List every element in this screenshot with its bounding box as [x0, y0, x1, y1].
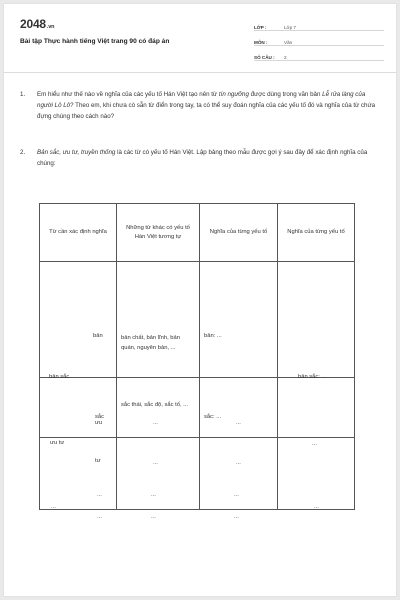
word: ...	[51, 503, 56, 510]
meta-value: 2	[284, 55, 287, 60]
word-meaning-cell	[278, 438, 355, 510]
table-header: Nghĩa của từng yếu tố	[278, 204, 355, 262]
word: ưu tư	[50, 439, 65, 446]
document-title: Bài tập Thực hành tiếng Việt trang 90 có đáp án	[20, 38, 170, 45]
word-meaning-cell	[278, 262, 355, 378]
question-number: 2.	[20, 149, 26, 156]
element-meaning: ...	[234, 513, 239, 520]
question-text-part: là các từ có yếu tố Hán Việt. Lập bảng theo mẫu được gợi ý sau đây để xác định nghĩa của chúng:	[37, 149, 368, 167]
element: bản	[93, 332, 103, 339]
table-row	[40, 262, 355, 378]
similar-words: sắc thái, sắc độ, sắc tố, ...	[121, 401, 189, 408]
meta-label: MÔN :	[254, 40, 268, 45]
table-header: Những từ khác có yếu tố Hán Việt tương tự	[117, 204, 200, 262]
element-meaning: ...	[236, 419, 241, 426]
element-meaning: ...	[234, 491, 239, 498]
table-header: Nghĩa của từng yếu tố	[200, 204, 278, 262]
element-meaning: bản: ...	[204, 332, 222, 339]
header-divider	[4, 72, 396, 73]
question-text-part: Em hiểu như thế nào về nghĩa của các yếu tố Hán Việt tạo nên từ	[37, 91, 219, 98]
italic-title: Lễ rửa làng của người Lô Lô	[37, 91, 366, 109]
italic-terms: Bản sắc, ưu tư, truyền thống	[37, 149, 116, 156]
similar-words: ...	[151, 491, 156, 498]
word-meaning: ...	[312, 440, 317, 447]
question-text	[37, 90, 382, 122]
element-meaning: sắc: ...	[204, 413, 222, 420]
element-meaning-cell	[200, 438, 278, 520]
site-logo[interactable]	[20, 17, 54, 31]
word-cell	[40, 262, 117, 420]
meta-row-class	[254, 18, 384, 31]
table-row	[40, 438, 355, 510]
meta-info	[254, 18, 384, 63]
italic-term: tín ngưỡng	[218, 91, 249, 98]
similar-words-cell	[117, 262, 200, 408]
similar-words-cell	[117, 438, 200, 520]
meta-row-count	[254, 48, 384, 61]
similar-words: bản chất, bản lĩnh, bản quán, nguyên bản, ...	[121, 334, 180, 351]
table-row	[40, 378, 355, 438]
element: ...	[97, 513, 102, 520]
word-meaning-cell	[278, 378, 355, 447]
logo-suffix: .vn	[46, 24, 55, 30]
similar-words: ...	[153, 419, 158, 426]
element: ưu	[95, 419, 103, 426]
meta-label: LỚP :	[254, 25, 267, 30]
logo-text: 2048	[20, 17, 46, 31]
document-page	[4, 4, 396, 596]
table-header-row	[40, 204, 355, 262]
element-meaning: ...	[236, 459, 241, 466]
question-text-part: ? Theo em, khi chưa có sẵn từ điển trong tay, ta có thể suy đoán nghĩa của các yếu tố đó và nghĩa của từ chứa đựng chúng theo cách nào?	[37, 101, 376, 120]
question-1	[20, 90, 382, 122]
word-meaning: bản sắc: ...	[298, 373, 327, 380]
meta-value: Văn	[284, 40, 293, 45]
question-number: 1.	[20, 91, 26, 98]
word-cell	[40, 378, 117, 464]
vocab-table	[39, 203, 355, 520]
word-cell	[40, 438, 117, 520]
element: ...	[97, 491, 102, 498]
question-text	[37, 148, 382, 170]
similar-words: ...	[153, 459, 158, 466]
word: bản sắc	[49, 373, 70, 380]
question-text-part: được dùng trong văn bản	[248, 91, 323, 98]
element-meaning-cell	[200, 378, 278, 466]
word-meaning: ...	[314, 503, 319, 510]
question-2	[20, 148, 382, 170]
page-header	[4, 4, 396, 72]
element: sắc	[95, 413, 105, 420]
table-header: Từ cần xác định nghĩa	[40, 204, 117, 262]
element: tư	[95, 457, 101, 464]
element-meaning-cell	[200, 262, 278, 420]
meta-value: Lớp 7	[284, 25, 296, 30]
similar-words: ...	[151, 513, 156, 520]
meta-row-subject	[254, 33, 384, 46]
meta-label: SỐ CÂU :	[254, 55, 275, 60]
